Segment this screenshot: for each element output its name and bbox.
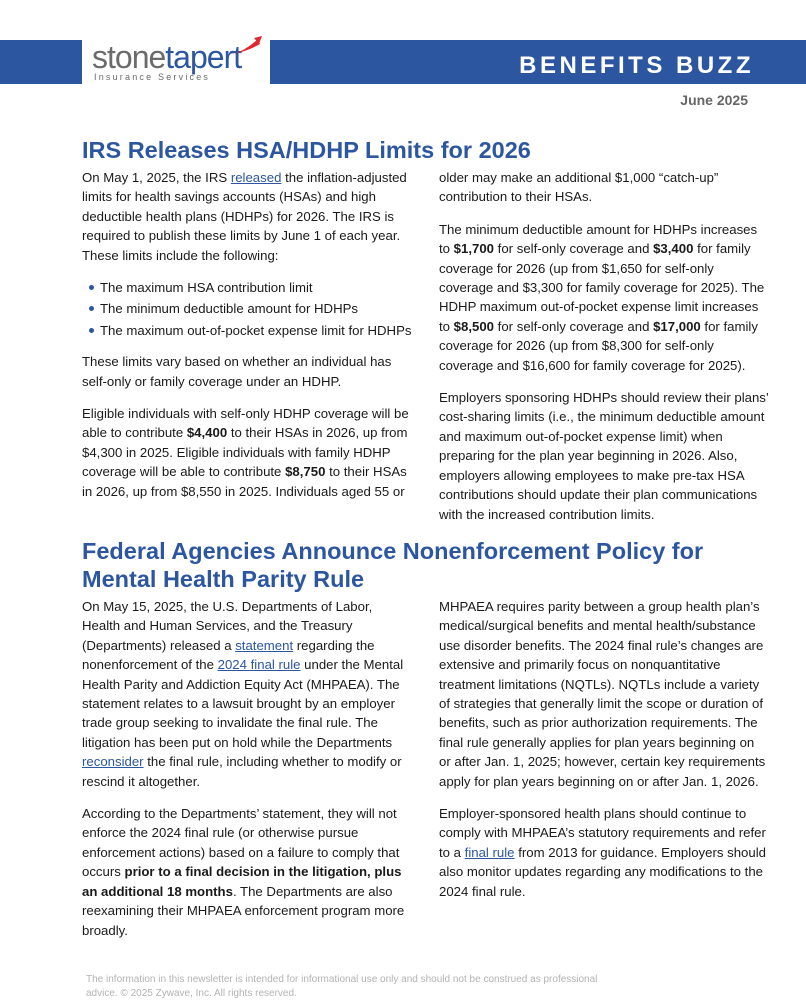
article2-title: Federal Agencies Announce Nonenforcement Policy for Mental Health Parity Rule [82,538,704,592]
logo-tapert: tapert [165,39,242,75]
article2-left-column [82,597,412,953]
logo-stone: stone [92,39,166,75]
bold-text: prior to a final decision in the litigation, plus an additional 18 months [82,864,402,899]
bold-amount: $1,700 [453,241,495,257]
reconsider-link[interactable]: reconsider [82,754,144,770]
text: under the Mental Health Parity and Addiction Equity Act (MHPAEA). The statement relates to a lawsuit brought by an employer trade group seeking to invalidate the final rule. The litigation has been put on hold while the Departments [82,657,404,750]
text: for self-only coverage and [494,241,654,257]
limits-list [82,278,412,340]
text: On May 15, 2025, the U.S. Departments of Labor, Health and Human Services, and the Treasury (Departments) released a [82,599,373,653]
bold-amount: $8,500 [453,318,495,334]
newsletter-title: BENEFITS BUZZ [519,52,754,79]
statement-link[interactable]: statement [235,637,294,653]
text: the inflation-adjusted limits for health savings accounts (HSAs) and high deductible health plans (HDHPs) for 2026. The IRS is required to publish these limits by June 1 of each year. These limits include the following: [82,170,407,263]
list-item: The minimum deductible amount for HDHPs [100,299,412,318]
article1-paragraph: Employers sponsoring HDHPs should review their plans’ cost-sharing limits (i.e., the minimum deductible amount and maximum out-of-pocket expense limit) when preparing for the plan year beginning in 2026. Also, employers allowing employees to make pre-tax HSA contributions should update their plan communications with the increased contribution limits. [439,390,769,522]
article2-paragraph [82,597,412,791]
text: for family coverage for 2026 (up from $8,300 for self-only coverage and $16,600 for family coverage for 2025). [439,318,758,373]
text: the final rule, including whether to modify or rescind it altogether. [82,754,402,789]
article1-paragraph: These limits vary based on whether an individual has self-only or family coverage under an HDHP. [82,354,392,389]
text: . The Departments are also reexamining their MHPAEA enforcement program more broadly. [82,883,405,938]
article1-paragraph [82,404,412,501]
footer-disclaimer: The information in this newsletter is intended for informational use only and should not be construed as professional advice. © 2025 Zywave, Inc. All rights reserved. [86,974,598,999]
text: for self-only coverage and [494,318,654,334]
final-rule-2024-link[interactable]: 2024 final rule [217,657,301,673]
bold-amount: $3,400 [653,241,694,257]
text: to their HSAs in 2026, up from $8,550 in 2025. Individuals aged 55 or [82,464,407,499]
text: On May 1, 2025, the IRS [82,170,231,185]
article2-paragraph [439,804,769,901]
list-item: The maximum HSA contribution limit [100,278,412,297]
text: regarding the nonenforcement of the [82,637,375,673]
logo-subtitle: Insurance Services [94,72,211,82]
article1-paragraph [82,168,412,265]
final-rule-2013-link[interactable]: final rule [464,844,515,860]
issue-date: June 2025 [680,92,748,108]
text: The minimum deductible amount for HDHPs increases to [439,221,758,257]
bold-amount: $4,400 [186,425,228,441]
article1-paragraph [439,220,769,375]
article1-paragraph: older may make an additional $1,000 “catch-up” contribution to their HSAs. [439,170,719,205]
text: According to the Departments’ statement, they will not enforce the 2024 final rule (or otherwise pursue enforcement actions) based on a failure to comply that occurs [82,806,400,880]
text: Employer-sponsored health plans should continue to comply with MHPAEA’s statutory requirements and refer to a [439,806,766,860]
list-item: The maximum out-of-pocket expense limit for HDHPs [100,321,412,340]
text: Eligible individuals with self-only HDHP coverage will be able to contribute [82,406,409,441]
article1-title: IRS Releases HSA/HDHP Limits for 2026 [82,137,531,163]
logo [82,36,270,88]
logo-wordmark [92,40,241,74]
bold-amount: $8,750 [285,464,326,480]
bold-amount: $17,000 [653,318,701,334]
released-link[interactable]: released [230,170,282,185]
logo-swoosh-icon [232,36,264,58]
text: to their HSAs in 2026, up from $4,300 in 2025. Eligible individuals with family HDHP coverage will be able to contribute [82,425,408,480]
article2-right-column [439,597,769,914]
article1-right-column [439,168,769,537]
article2-paragraph: MHPAEA requires parity between a group health plan’s medical/surgical benefits and mental health/substance use disorder benefits. The 2024 final rule’s changes are extensive and primarily focus on nonquantitative treatment limitations (NQTLs). NQTLs include a variety of strategies that generally limit the scope or duration of benefits, such as prior authorization requirements. The final rule generally applies for plan years beginning on or after Jan. 1, 2025; however, certain key requirements apply for plan years beginning on or after Jan. 1, 2026. [439,599,766,789]
article1-left-column [82,168,412,514]
text: from 2013 for guidance. Employers should also monitor updates regarding any modifications to the 2024 final rule. [439,844,766,899]
article2-paragraph [82,804,412,940]
text: for family coverage for 2026 (up from $1,650 for self-only coverage and $3,300 for family coverage for 2025). The HDHP maximum out-of-pocket expense limit increases to [439,241,765,334]
